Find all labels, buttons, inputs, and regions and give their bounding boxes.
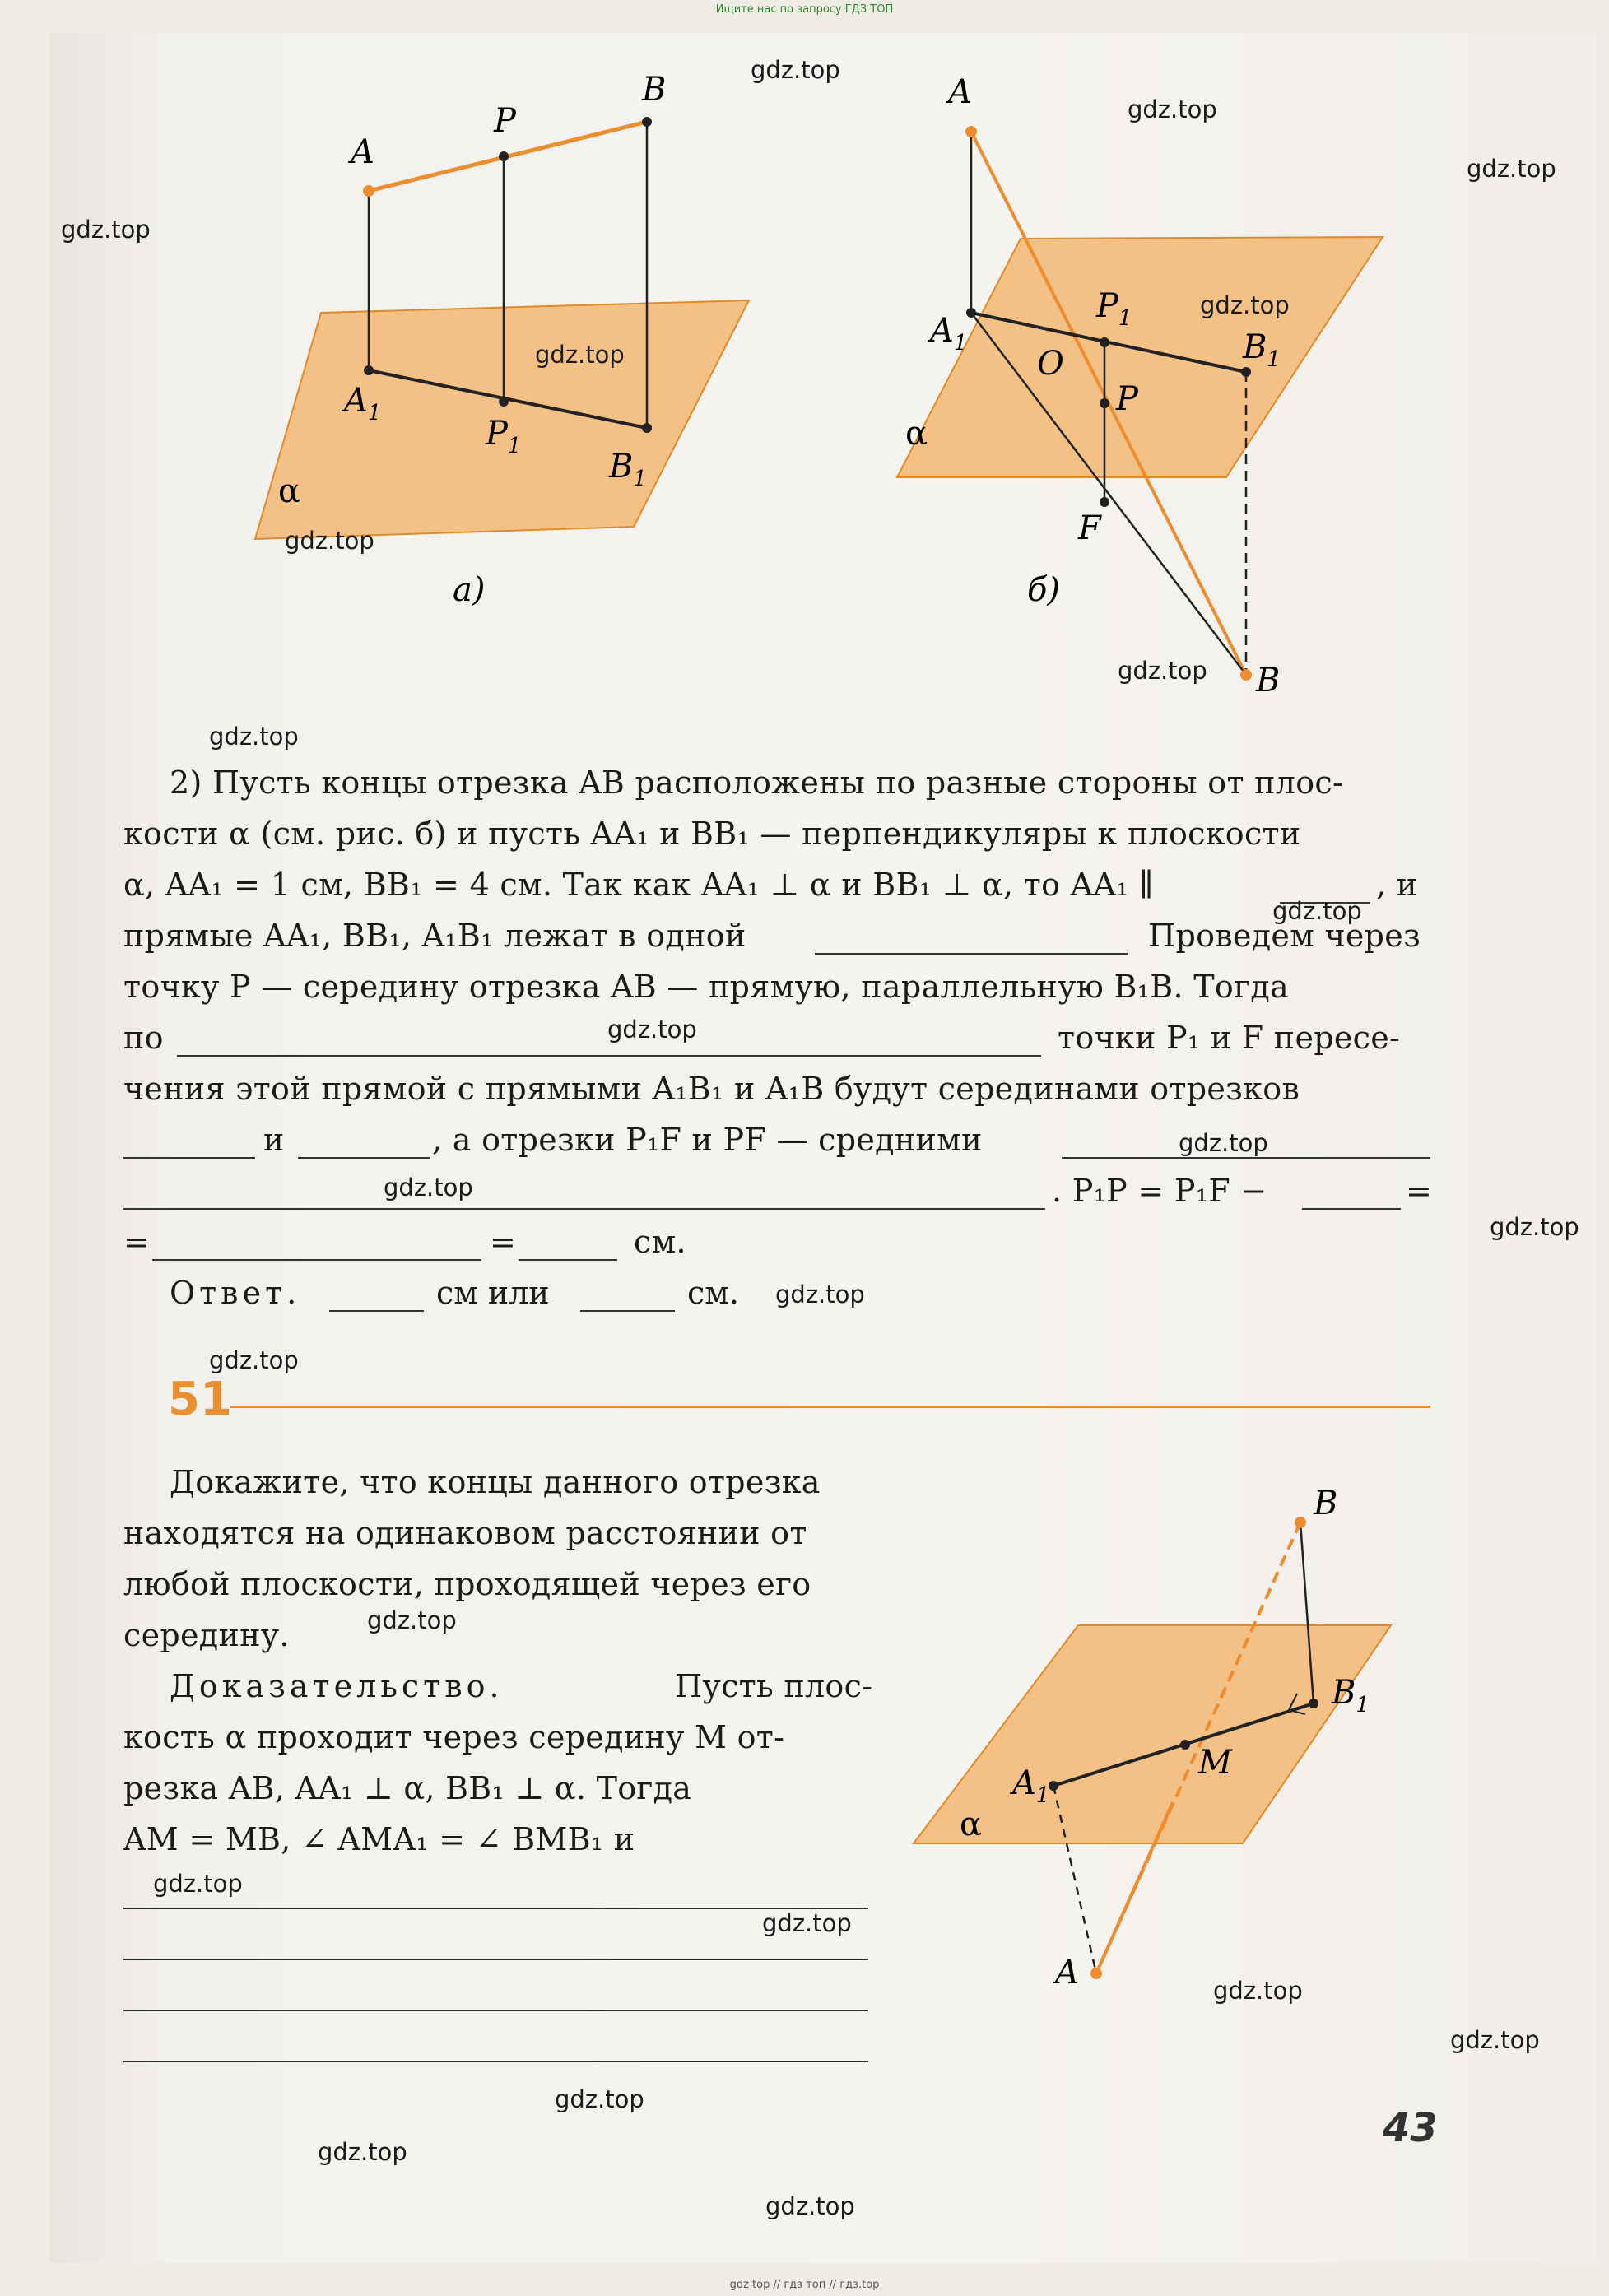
top-hint: Ищите нас по запросу ГДЗ ТОП [715,3,894,16]
p51-proof-label: Доказательство. [170,1668,504,1704]
watermark: gdz.top [1450,2026,1540,2054]
watermark: gdz.top [535,341,625,369]
watermark: gdz.top [751,56,840,84]
watermark: gdz.top [1118,657,1207,685]
svg-text:B: B [1256,662,1281,699]
svg-text:B: B [642,71,667,109]
p50-line-9: . P₁P = P₁F − [1052,1173,1267,1209]
watermark: gdz.top [153,1870,243,1898]
watermark: gdz.top [1467,155,1556,183]
p50-line-6a: по [123,1020,164,1056]
p51-statement-3: любой плоскости, проходящей через его [123,1566,811,1602]
figure-b [881,66,1407,716]
watermark: gdz.top [209,1346,299,1374]
watermark: gdz.top [367,1606,457,1634]
p50-line-8b: , а отрезки P₁F и PF — средними [432,1122,983,1158]
blank-7[interactable] [123,1180,1045,1210]
p50-line-6b: точки P₁ и F пересе- [1058,1020,1401,1056]
blank-9[interactable] [152,1231,481,1261]
answer-line-2[interactable] [123,1959,868,1960]
watermark: gdz.top [61,216,151,244]
svg-text:B1: $B_1$ [609,448,647,491]
p50-eq-sign: = [1406,1173,1433,1209]
svg-text:B1: $B_1$ [1243,328,1281,372]
svg-text:B: B [1314,1485,1338,1522]
svg-text:а): а) [453,571,486,609]
watermark: gdz.top [384,1174,473,1201]
svg-text:б): б) [1027,571,1061,609]
p51-proof-4: AM = MB, ∠ AMA₁ = ∠ BMB₁ и [123,1821,635,1857]
svg-text:A1: $A_1$ [930,312,968,356]
plane-alpha-c [914,1625,1391,1843]
svg-text:A: A [1055,1954,1079,1992]
problem-number-51: 51 [168,1373,232,1426]
answer-blank-2[interactable] [580,1282,675,1312]
watermark: gdz.top [555,2085,644,2113]
watermark: gdz.top [762,1909,852,1937]
answer-units-2: см. [687,1275,739,1311]
blank-2[interactable] [815,925,1128,955]
svg-text:P1: $P_1$ [486,415,522,458]
p51-statement-1: Докажите, что концы данного отрезка [170,1464,821,1500]
p51-statement-4: середину. [123,1617,290,1653]
answer-line-3[interactable] [123,2010,868,2011]
watermark: gdz.top [318,2138,407,2166]
svg-text:P1: $P_1$ [1096,287,1132,331]
watermark: gdz.top [1128,95,1217,123]
plane-alpha-b [897,237,1383,477]
p50-line-10: см. [634,1224,686,1260]
p50-line-4b: Проведем через [1148,918,1421,954]
blank-4[interactable] [123,1129,255,1159]
problem-51-rule [230,1406,1430,1408]
answer-blank-1[interactable] [329,1282,424,1312]
svg-text:A1: $A_1$ [344,382,382,425]
svg-text:B1: $B_1$ [1332,1674,1370,1717]
p50-line-4a: прямые AA₁, BB₁, A₁B₁ лежат в одной [123,918,746,954]
p51-proof-2: кость α проходит через середину M от- [123,1719,785,1755]
p50-eq-sign-2: = [123,1224,151,1260]
watermark: gdz.top [1490,1213,1579,1241]
p50-line-7: чения этой прямой с прямыми A₁B₁ и A₁B будут серединами отрезков [123,1071,1300,1107]
svg-text:α: α [278,472,301,510]
p50-line-3: α, AA₁ = 1 см, BB₁ = 4 см. Так как AA₁ ⊥ α и BB₁ ⊥ α, то AA₁ ∥ [123,867,1154,903]
svg-text:P: P [494,102,516,140]
page-number: 43 [1383,2105,1438,2151]
watermark: gdz.top [285,527,374,555]
bottom-hint: gdz top // гдз топ // гдз.top [729,2279,880,2291]
p50-eq-sign-3: = [490,1224,517,1260]
svg-text:O: O [1037,345,1064,383]
watermark: gdz.top [1272,897,1362,925]
watermark: gdz.top [775,1280,865,1308]
p51-statement-2: находятся на одинаковом расстоянии от [123,1515,807,1551]
svg-text:M: M [1198,1744,1232,1782]
answer-units-1: см или [436,1275,550,1311]
svg-text:A: A [351,133,374,171]
blank-10[interactable] [519,1231,617,1261]
svg-text:A: A [948,73,972,111]
watermark: gdz.top [209,723,299,751]
p50-line-1: 2) Пусть концы отрезка AB расположены по разные стороны от плос- [170,765,1344,801]
answer-line-4[interactable] [123,2061,868,2062]
blank-5[interactable] [298,1129,430,1159]
blank-8[interactable] [1302,1180,1401,1210]
figure-c [897,1473,1416,2016]
watermark: gdz.top [1179,1129,1268,1157]
watermark: gdz.top [765,2192,855,2220]
watermark: gdz.top [1213,1977,1303,2005]
p50-comma-and: , и [1376,867,1418,903]
p50-line-8a: и [263,1122,285,1158]
svg-text:A1: $A_1$ [1012,1764,1050,1808]
answer-line-1[interactable] [123,1908,868,1909]
p50-line-2: кости α (см. рис. б) и пусть AA₁ и BB₁ — перпендикуляры к плоскости [123,816,1301,852]
watermark: gdz.top [1200,291,1290,319]
p51-proof-1: Пусть плос- [675,1668,873,1704]
answer-label: Ответ. [170,1275,301,1311]
p50-line-5: точку P — середину отрезка AB — прямую, параллельную B₁B. Тогда [123,969,1289,1005]
svg-text:F: F [1078,509,1101,547]
svg-text:α: α [905,415,928,453]
svg-text:α: α [960,1806,983,1843]
p51-proof-3: резка AB, AA₁ ⊥ α, BB₁ ⊥ α. Тогда [123,1770,692,1806]
watermark: gdz.top [607,1016,697,1043]
svg-text:P: P [1116,380,1138,418]
